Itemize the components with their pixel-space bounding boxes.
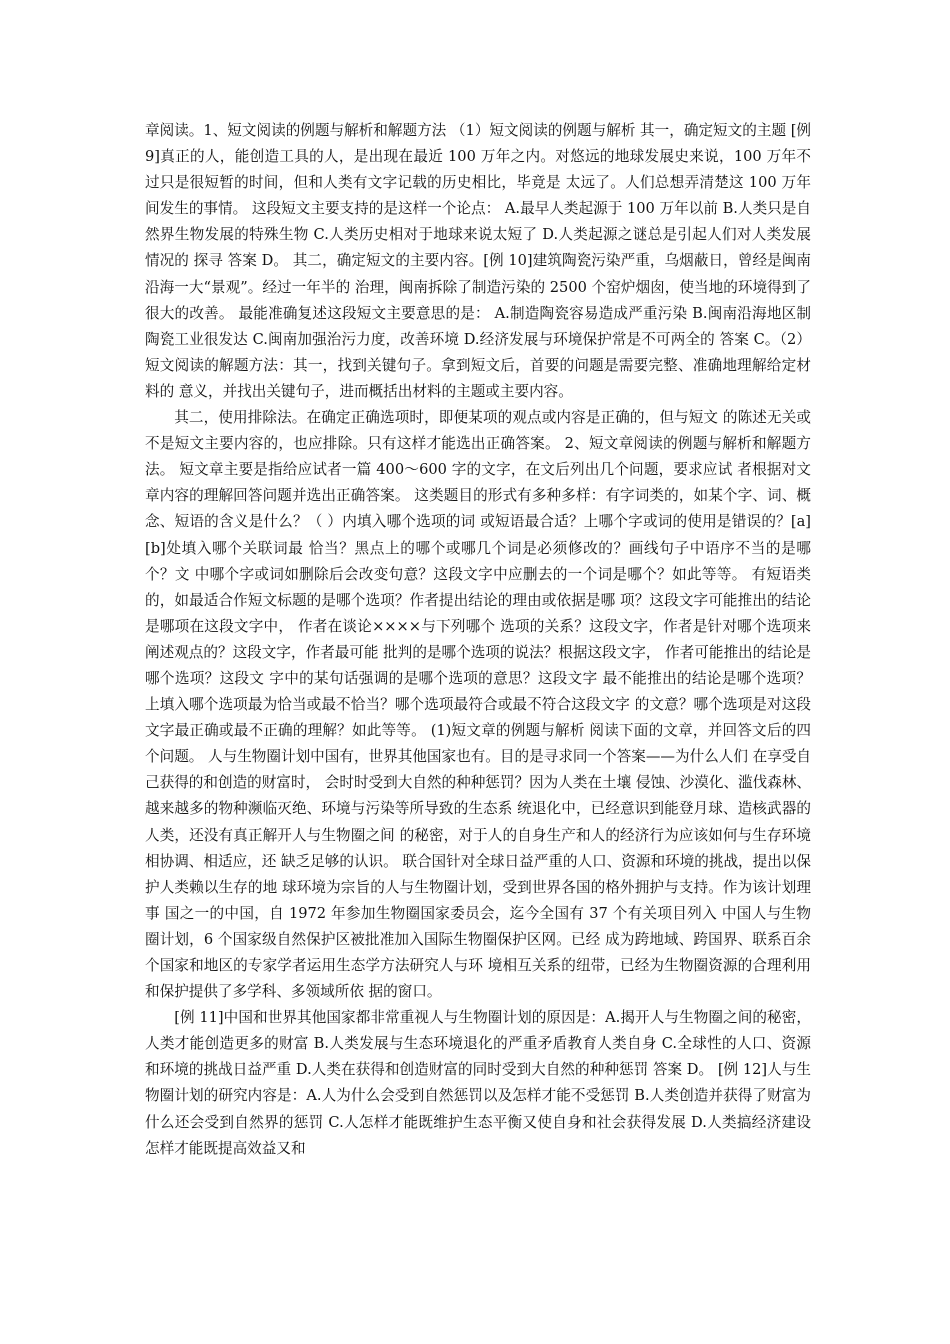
paragraph-short-text-reading: 章阅读。1、短文阅读的例题与解析和解题方法 （1）短文阅读的例题与解析 其一，确定短文的主题 [例 9]真正的人，能创造工具的人，是出现在最近 100 万年之内。对悠远的地球发展史来说，100 万年不过只是很短暂的时间，但和人类有文字记载的历史相比，毕竟是 太远了。人们总想弄清楚这 100 万年间发生的事情。 这段短文主要支持的是这样一个论点： A.最早人类起源于 100 万年以前 B.人类只是自然界生物发展的特殊生物 C.人类历史相对于地球来说太短了 D.人类起源之谜总是引起人们对人类发展情况的 探寻 答案 D。 其二，确定短文的主要内容。[例 10]建筑陶瓷污染严重，乌烟蔽日，曾经是闽南沿海一大“景观”。经过一年半的 治理，闽南拆除了制造污染的 2500 个窑炉烟囱，使当地的环境得到了很大的改善。 最能准确复述这段短文主要意思的是： A.制造陶瓷容易造成严重污染 B.闽南沿海地区制陶瓷工业很发达 C.闽南加强治污力度，改善环境 D.经济发展与环境保护常是不可两全的 答案 C。（2）短文阅读的解题方法：其一，找到关键句子。拿到短文后，首要的问题是需要完整、准确地理解给定材料的 意义，并找出关键句子，进而概括出材料的主题或主要内容。 bbox=[145, 122, 811, 400]
paragraph-elimination-method: 其二，使用排除法。在确定正确选项时，即便某项的观点或内容是正确的，但与短文 的陈述无关或不是短文主要内容的，也应排除。只有这样才能选出正确答案。 2、短文章阅读的例题与解析和解题方法。 短文章主要是指给应试者一篇 400～600 字的文字，在文后列出几个问题，要求应试 者根据对文章内容的理解回答问题并选出正确答案。 这类题目的形式有多种多样：有字词类的，如某个字、词、概念、短语的含义是什么？（ ）内填入哪个选项的词 或短语最合适？上哪个字或词的使用是错误的？[a][b]处填入哪个关联词最 恰当？黑点上的哪个或哪几个词是必须修改的？画线句子中语序不当的是哪个？文 中哪个字或词如删除后会改变句意？这段文字中应删去的一个词是哪个？如此等等。 有短语类的，如最适合作短文标题的是哪个选项？作者提出结论的理由或依据是哪 项？这段文字可能推出的结论是哪项在这段文字中， 作者在谈论××××与下列哪个 选项的关系？这段文字，作者是针对哪个选项来阐述观点的？这段文字，作者最可能 批判的是哪个选项的说法？根据这段文字， 作者可能推出的结论是哪个选项？这段文 字中的某句话强调的是哪个选项的意思？这段文字 最不能推出的结论是哪个选项？ 上填入哪个选项最为恰当或最不恰当？哪个选项最符合或最不符合这段文字 的文意？哪个选项是对这段文字最正确或最不正确的理解？如此等等。 (1)短文章的例题与解析 阅读下面的文章，并回答文后的四个问题。 人与生物圈计划中国有，世界其他国家也有。目的是寻求同一个答案——为什么人们 在享受自己获得的和创造的财富时， 会时时受到大自然的种种惩罚？因为人类在土壤 侵蚀、沙漠化、滥伐森林、越来越多的物种濒临灭绝、环境与污染等所导致的生态系 统退化中，已经意识到能登月球、造核武器的人类，还没有真正解开人与生物圈之间 的秘密，对于人的自身生产和人的经济行为应该如何与生存环境相协调、相适应，还 缺乏足够的认识。 联合国针对全球日益严重的人口、资源和环境的挑战，提出以保护人类赖以生存的地 球环境为宗旨的人与生物圈计划，受到世界各国的格外拥护与支持。作为该计划理事 国之一的中国，自 1972 年参加生物圈国家委员会，迄今全国有 37 个有关项目列入 中国人与生物圈计划，6 个国家级自然保护区被批准加入国际生物圈保护区网。已经 成为跨地域、跨国界、联系百余个国家和地区的专家学者运用生态学方法研究人与环 境相互关系的纽带，已经为生物圈资源的合理利用和保护提供了多学科、多领域所依 据的窗口。 bbox=[145, 409, 812, 1001]
document-body bbox=[145, 118, 811, 1162]
paragraph-examples-11-12: [例 11]中国和世界其他国家都非常重视人与生物圈计划的原因是：A.揭开人与生物圈之间的秘密，人类才能创造更多的财富 B.人类发展与生态环境退化的严重矛盾教育人类自身 C.全球性的人口、资源和环境的挑战日益严重 D.人类在获得和创造财富的同时受到大自然的种种惩罚 答案 D。 [例 12]人与生物圈计划的研究内容是：A.人为什么会受到自然惩罚以及怎样才能不受惩罚 B.人类创造并获得了财富为什么还会受到自然界的惩罚 C.人怎样才能既维护生态平衡又使自身和社会获得发展 D.人类搞经济建设怎样才能既提高效益又和 bbox=[145, 1009, 811, 1157]
